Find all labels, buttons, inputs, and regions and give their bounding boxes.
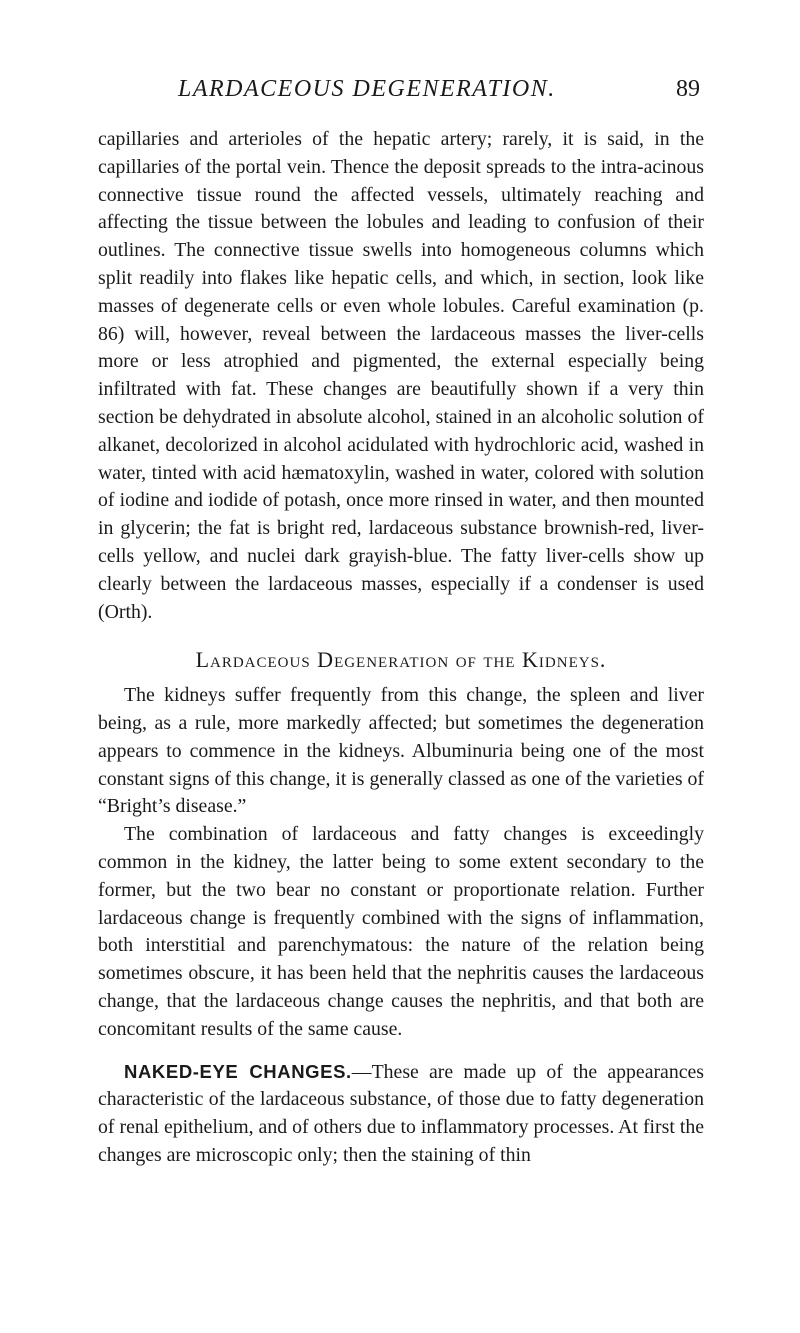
paragraph-naked-eye (98, 1058, 704, 1170)
paragraph-combination: The combination of lardaceous and fatty changes is exceedingly common in the kidney, the latter being to some extent secondary to the former, but the two bear no constant or proportionate relation. Further lardaceous change is frequently combined with the signs of inflammation, both interstitial and parenchymatous: the nature of the relation being sometimes obscure, it has been held that the nephritis causes the lardaceous change, that the lardaceous change causes the nephritis, and that both are concomitant results of the same cause. (98, 823, 704, 1040)
paragraph-kidneys-intro: The kidneys suffer frequently from this change, the spleen and liver being, as a rule, more markedly affected; but sometimes the degeneration appears to commence in the kidneys. Albuminuria being one of the most constant signs of this change, it is generally classed as one of the varieties of “Bright’s disease.” (98, 684, 704, 818)
running-title: LARDACEOUS DEGENERATION. (178, 76, 556, 102)
body-text (98, 126, 704, 1170)
run-in-heading: NAKED-EYE CHANGES. (124, 1060, 352, 1082)
running-header (0, 76, 800, 110)
paragraph-naked-eye-text: —These are made up of the appearances characteristic of the lardaceous substance, of those due to fatty degeneration of renal epithelium, and of others due to inflammatory processes. At first the changes are microscopic only; then the staining of thin (98, 1060, 704, 1166)
section-heading: Lardaceous Degeneration of the Kidneys. (195, 647, 607, 673)
paragraph-continued: capillaries and arterioles of the hepatic artery; rarely, it is said, in the capillaries of the portal vein. Thence the deposit spreads to the intra-acinous connective tissue round the affected vessels, ultimately reaching and affecting the tissue between the lobules and leading to confusion of their outlines. The connective tissue swells into homogeneous columns which split readily into flakes like hepatic cells, and which, in section, look like masses of degenerate cells or even whole lobules. Careful examination (p. 86) will, however, reveal between the lardaceous masses the liver-cells more or less atrophied and pigmented, the external especially being infiltrated with fat. These changes are beautifully shown if a very thin section be dehydrated in absolute alcohol, stained in an alcoholic solution of alkanet, decolorized in alcohol acidulated with hydrochloric acid, washed in water, tinted with acid hæmatoxylin, washed in water, colored with solution of iodine and iodide of potash, once more rinsed in water, and then mounted in glycerin; the fat is bright red, lardaceous substance brownish-red, liver-cells yellow, and nuclei dark grayish-blue. The fatty liver-cells show up clearly between the lardaceous masses, especially if a condenser is used (Orth). (98, 128, 704, 623)
page-number: 89 (676, 76, 700, 102)
